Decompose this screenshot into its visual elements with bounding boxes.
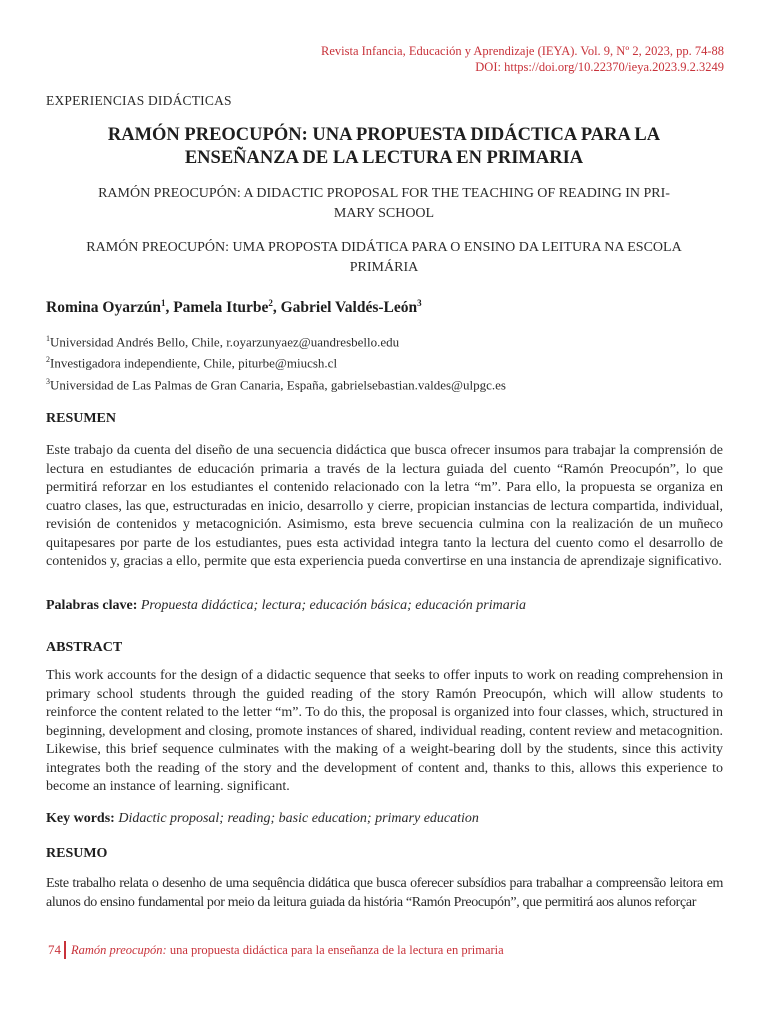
running-title-italic: Ramón preocupón: — [71, 942, 167, 957]
keywords-text: Propuesta didáctica; lectura; educación básica; educación primaria — [140, 598, 527, 613]
abstract-keywords — [46, 811, 723, 827]
affiliation-mark: 3 — [46, 376, 50, 386]
resumo-body: Este trabalho relata o desenho de uma sequência didática que busca oferecer subsídios para trabalhar a compreensão leitora em alunos do ensino fundamental por meio da leitura guiada da história “Ramón Preocupón”, que permitirá aos alunos reforçar — [46, 876, 723, 910]
author-affiliation-mark: 3 — [417, 298, 422, 308]
keywords-label: Palabras clave: — [46, 598, 138, 613]
affiliation-list — [46, 330, 506, 394]
affiliation-item — [46, 373, 506, 394]
abstract-heading: ABSTRACT — [46, 640, 123, 655]
resumen-keywords — [46, 598, 723, 614]
affiliation-mark: 2 — [46, 355, 50, 365]
affiliation-item — [46, 351, 506, 372]
title-english-line: MARY SCHOOL — [333, 206, 435, 221]
title-portuguese — [64, 238, 704, 278]
keywords-label: Key words: — [46, 811, 115, 826]
journal-header — [321, 43, 724, 75]
author-name: Gabriel Valdés-León — [280, 299, 418, 317]
author-name: Pamela Iturbe — [173, 299, 269, 317]
journal-citation: Revista Infancia, Educación y Aprendizaje (IEYA). Vol. 9, Nº 2, 2023, pp. 74-88 — [321, 44, 724, 58]
affiliation-text: Universidad de Las Palmas de Gran Canaria, España, gabrielsebastian.valdes@ulpgc.es — [50, 376, 506, 392]
affiliation-text: Investigadora independiente, Chile, piturbe@miucsh.cl — [50, 355, 338, 371]
author-affiliation-mark: 2 — [268, 298, 273, 308]
title-english — [64, 184, 704, 224]
doi-link[interactable]: DOI: https://doi.org/10.22370/ieya.2023.9.2.3249 — [475, 60, 724, 74]
resumen-heading: RESUMEN — [46, 411, 117, 426]
keywords-text: Didactic proposal; reading; basic education; primary education — [118, 811, 479, 826]
author-name: Romina Oyarzún — [46, 299, 161, 317]
title-spanish-line: RAMÓN PREOCUPÓN: UNA PROPUESTA DIDÁCTICA PARA LA — [107, 125, 661, 145]
author-affiliation-mark: 1 — [160, 298, 166, 308]
page-footer — [48, 941, 504, 959]
title-spanish — [60, 124, 708, 170]
affiliation-mark: 1 — [46, 334, 50, 343]
resumen-body: Este trabajo da cuenta del diseño de una secuencia didáctica que busca ofrecer insumos para trabajar la comprensión de lectura en estudiantes de educación primaria a través de la lectura guiada del cuento “Ramón Preocupón”, lo que permitirá reforzar en los estudiantes el contenido relacionado con la letra “m”. Para ello, la propuesta se organiza en cuatro clases, las que, estructuradas en inicio, desarrollo y cierre, propician instancias de lectura compartida, individual, revisión de contenidos y metacognición. Asimismo, esta breve secuencia culmina con la realización de un muñeco quitapesares por parte de los estudiantes, pues esta actividad integra tanto la lectura del cuento como el desarrollo de contenidos y, gracias a ello, permite que esta experiencia pueda convertirse en una instancia de aprendizaje significativo. — [46, 443, 723, 569]
affiliation-text: Universidad Andrés Bello, Chile, r.oyarzunyaez@uandresbello.edu — [50, 334, 400, 350]
page-number: 74 — [48, 942, 61, 957]
title-spanish-line: ENSEÑANZA DE LA LECTURA EN PRIMARIA — [184, 148, 584, 168]
title-portuguese-line: RAMÓN PREOCUPÓN: UMA PROPOSTA DIDÁTICA PARA O ENSINO DA LEITURA NA ESCOLA — [86, 240, 682, 255]
affiliation-item — [46, 330, 506, 351]
author-list: Romina Oyarzún$^1$, Pamela Iturbe$^2$, Gabriel Valdés-León$^3$ — [46, 298, 422, 317]
resumo-heading: RESUMO — [46, 846, 108, 861]
section-label: EXPERIENCIAS DIDÁCTICAS — [46, 93, 232, 108]
title-portuguese-line: PRIMÁRIA — [349, 260, 419, 275]
footer-divider — [64, 941, 66, 959]
abstract-body: This work accounts for the design of a didactic sequence that seeks to offer inputs to work on reading comprehension in primary school students through the guided reading of the story Ramón Preocupón, which will allow students to reinforce the content related to the letter “m”. To do this, the proposal is organized into four classes, which, structured in beginning, development and closing, promote instances of shared, individual reading, content review and metacognition. Likewise, this brief sequence culminates with the making of a weight-bearing doll by the students, since this activity integrates both the reading of the story and the development of content and, thanks to this, allows this experience to become an instance of learning. significant. — [46, 668, 723, 794]
running-title: una propuesta didáctica para la enseñanza de la lectura en primaria — [169, 942, 504, 957]
title-english-line: RAMÓN PREOCUPÓN: A DIDACTIC PROPOSAL FOR THE TEACHING OF READING IN PRI- — [98, 186, 670, 201]
